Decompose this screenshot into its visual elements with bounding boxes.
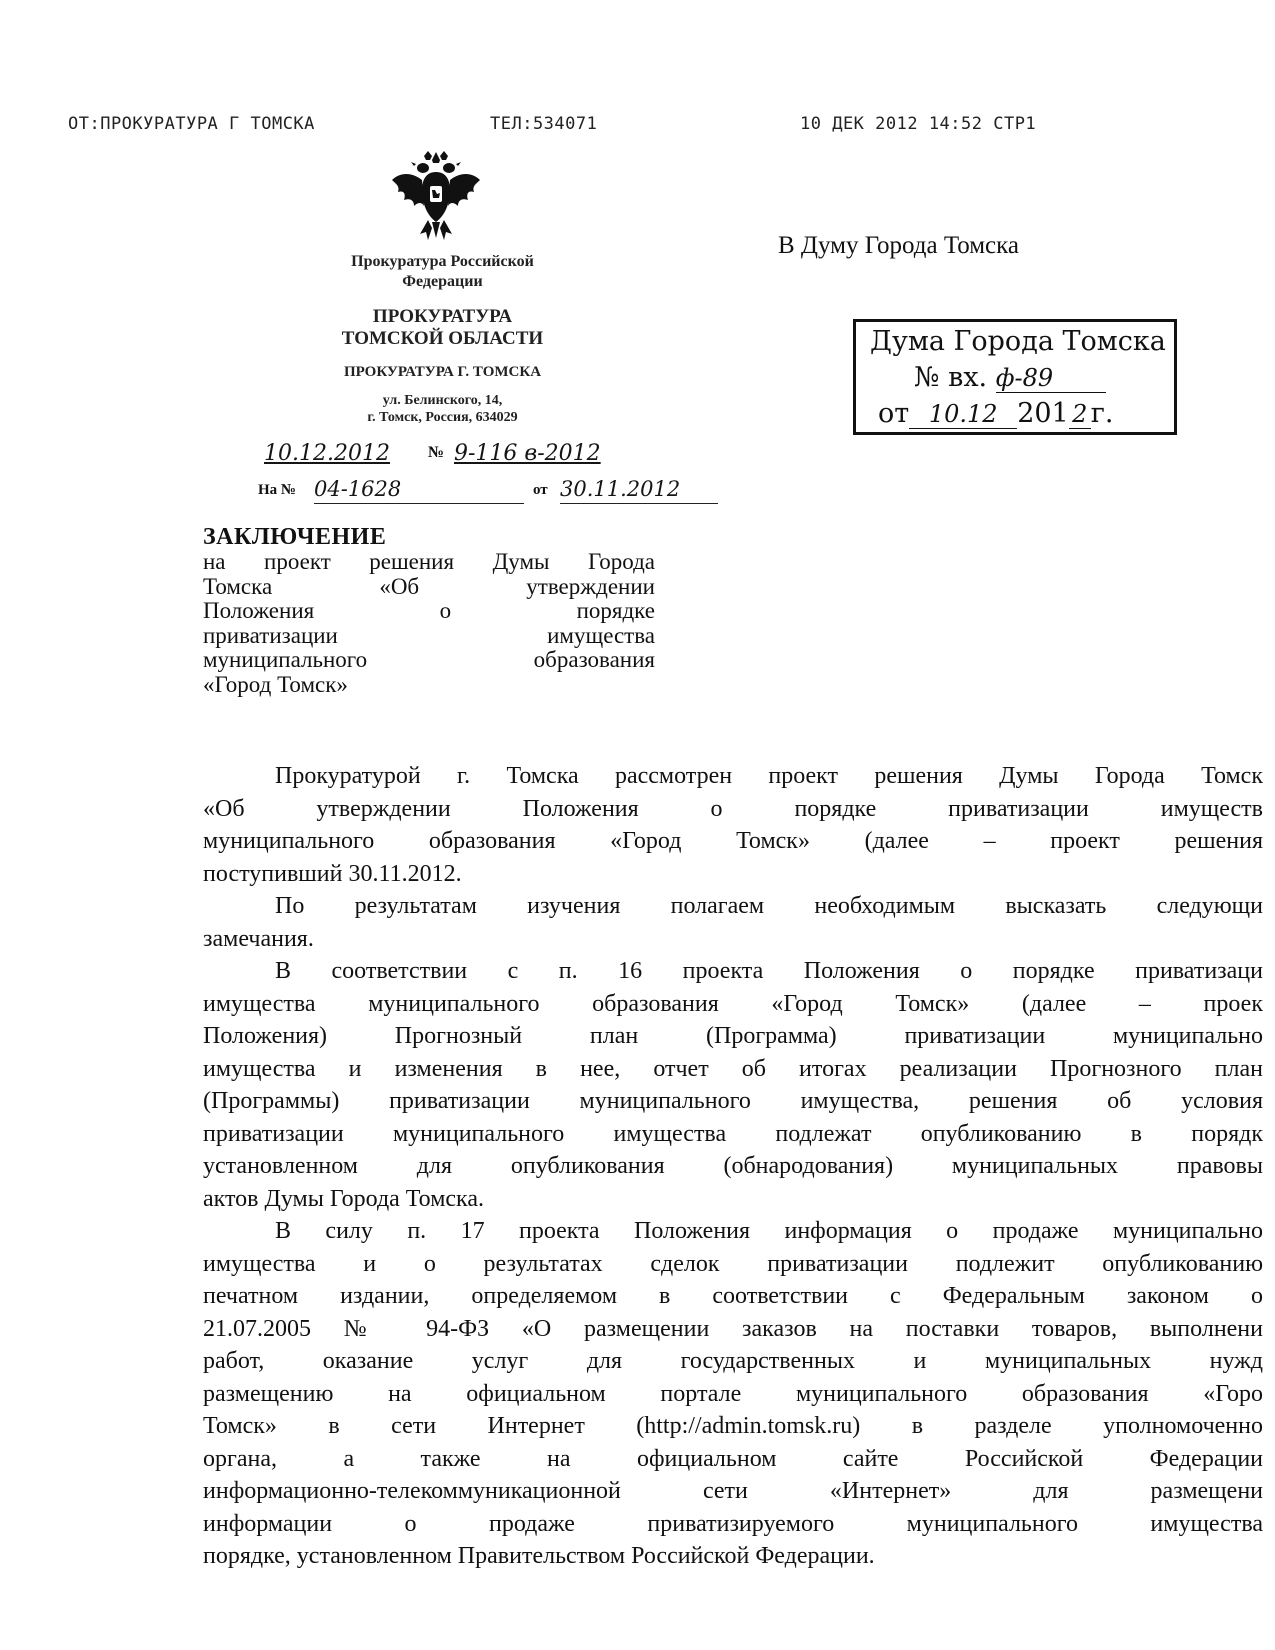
reference-line — [258, 477, 728, 505]
incoming-stamp — [853, 319, 1177, 435]
stamp-date-value: 10.12 — [909, 400, 1017, 429]
outgoing-registration — [258, 441, 668, 469]
stamp-year-digit: 2 — [1069, 400, 1091, 429]
org-federal: Прокуратура Российской Федерации — [351, 253, 534, 290]
fax-datetime: 10 ДЕК 2012 14:52 СТР1 — [800, 114, 1037, 134]
letter-body — [203, 760, 1263, 1573]
conclusion-heading — [203, 524, 655, 697]
outgoing-number: 9-116 в-2012 — [454, 441, 601, 466]
coat-of-arms-icon — [386, 150, 486, 245]
addressee: В Думу Города Томска — [778, 232, 1020, 259]
reference-date: 30.11.2012 — [560, 477, 718, 504]
stamp-date: от 10.12 201 2 г. — [878, 398, 1114, 429]
conclusion-subject: на проект решения Думы Города Томска «Об утверждении Положения о порядке приватизации имущества муниципального образования «Город Томск» — [203, 549, 655, 697]
paragraph-clause-17: В силу п. 17 проекта Положения информация о продаже муниципально имущества и о результатах сделок приватизации подлежит опубликованию печатном издании, определяемом в соответствии с Федеральным законом о 21.07.2005 № 94-ФЗ «О размещении заказов на поставки товаров, выполнени работ, оказание услуг для государственных и муниципальных нужд размещению на официальном портале муниципального образования «Горо Томск» в сети Интернет (http://admin.tomsk.ru) в разделе уполномоченно органа, а также на официальном сайте Российской Федерации информационно-телекоммуникационной сети «Интернет» для размещени информации о продаже приватизируемого муниципального имущества порядке, установленном Правительством Российской Федерации. — [203, 1218, 1263, 1569]
reference-label: На № — [258, 482, 296, 498]
fax-sender: ОТ:ПРОКУРАТУРА Г ТОМСКА — [68, 114, 315, 134]
stamp-number-value: ф-89 — [996, 364, 1106, 393]
org-regional: ПРОКУРАТУРА ТОМСКОЙ ОБЛАСТИ — [341, 306, 544, 349]
prosecutor-letterhead — [300, 252, 585, 426]
paragraph-remarks-intro: По результатам изучения полагаем необходимым высказать следующи замечания. — [203, 893, 1263, 952]
paragraph-clause-16: В соответствии с п. 16 проекта Положения о порядке приватизаци имущества муниципального образования «Город Томск» (далее – проек Положения) Прогнозный план (Программа) приватизации муниципально имущества и изменения в нее, отчет об итогах реализации Прогнозного план (Программы) приватизации муниципального имущества, решения об условия приватизации муниципального имущества подлежат опубликованию в порядк установленном для опубликования (обнародования) муниципальных правовы актов Думы Города Томска. — [203, 958, 1263, 1212]
outgoing-date: 10.12.2012 — [264, 441, 390, 466]
conclusion-title: ЗАКЛЮЧЕНИЕ — [203, 524, 387, 550]
reference-number: 04-1628 — [314, 477, 524, 504]
outgoing-number-label: № — [428, 444, 445, 461]
reference-from-label: от — [533, 482, 548, 498]
fax-header — [68, 114, 1168, 138]
stamp-incoming-number: № вх. ф-89 — [914, 362, 1106, 393]
org-city: ПРОКУРАТУРА Г. ТОМСКА — [343, 364, 542, 380]
paragraph-review: Прокуратурой г. Томска рассмотрен проект решения Думы Города Томск «Об утверждении Положения о порядке приватизации имуществ муниципального образования «Город Томск» (далее – проект решения поступивший 30.11.2012. — [203, 763, 1263, 887]
org-address: ул. Белинского, 14, г. Томск, Россия, 634029 — [367, 393, 518, 425]
fax-phone: ТЕЛ:534071 — [490, 114, 598, 134]
stamp-title: Дума Города Томска — [870, 326, 1166, 357]
